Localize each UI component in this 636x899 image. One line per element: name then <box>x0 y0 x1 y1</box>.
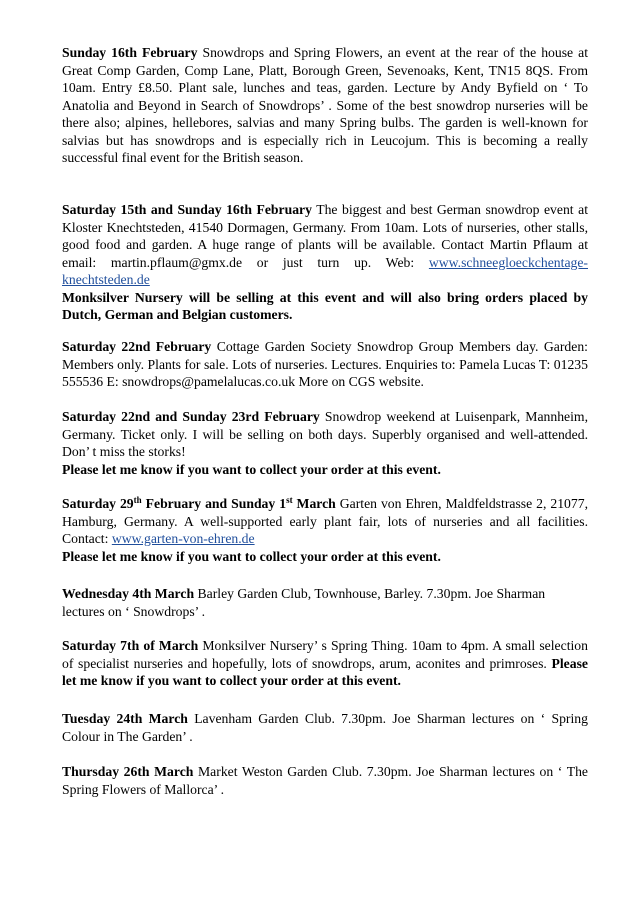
event-date: Wednesday 4th March <box>62 586 195 601</box>
event-description: Garten von Ehren, Maldfeldstrasse 2, 21077, Hamburg, Germany. A well-supported early plant fair, lots of nurseries and all facilities. Contact: <box>62 496 588 546</box>
event-knechtsteden <box>62 201 588 324</box>
event-date: Thursday 26th March <box>62 764 194 779</box>
website-link[interactable]: www.schneegloeckchentage-knechtsteden.de <box>62 254 588 287</box>
event-description: Monksilver Nursery’ s Spring Thing. 10am to 4pm. A small selection of specialist nurseries and hopefully, lots of snowdrops, arum, aconites and primroses. <box>62 638 588 671</box>
event-note: Monksilver Nursery will be selling at this event and will also bring orders placed by Dutch, German and Belgian customers. <box>62 289 588 322</box>
event-date: Saturday 7th of March <box>62 638 199 653</box>
event-description: Cottage Garden Society Snowdrop Group Members day. Garden: Members only. Plants for sale. Lots of nurseries. Lectures. Enquiries to: Pamela Lucas T: 01235 555536 E: snowdrops@pamelalucas.co.uk More on CGS website. <box>62 339 588 389</box>
event-description: Lavenham Garden Club. 7.30pm. Joe Sharman lectures on ‘ Spring Colour in The Garden’ . <box>62 711 588 744</box>
website-link[interactable]: www.garten-von-ehren.de <box>111 531 255 546</box>
event-description: Market Weston Garden Club. 7.30pm. Joe Sharman lectures on ‘ The Spring Flowers of Mallorca’ . <box>62 764 588 797</box>
event-paragraph <box>62 408 588 461</box>
event-date: Saturday 22nd February <box>62 339 212 354</box>
event-date: Saturday 29th February and Sunday 1st March <box>62 495 336 511</box>
event-date: Saturday 22nd and Sunday 23rd February <box>62 409 320 424</box>
event-lavenham <box>62 710 588 745</box>
event-barley <box>62 585 588 620</box>
event-note: Please let me know if you want to collect your order at this event. <box>62 548 441 564</box>
event-luisenpark <box>62 408 588 478</box>
event-date: Sunday 16th February <box>62 45 198 60</box>
event-note: Please let me know if you want to collect your order at this event. <box>62 655 588 688</box>
event-spring-thing <box>62 637 588 690</box>
event-date: Saturday 15th and Sunday 16th February <box>62 202 312 217</box>
event-paragraph <box>62 495 588 548</box>
event-paragraph <box>62 201 588 289</box>
event-date: Tuesday 24th March <box>62 711 188 726</box>
event-cgs <box>62 338 588 391</box>
event-description: Snowdrops and Spring Flowers, an event at the rear of the house at Great Comp Garden, Comp Lane, Platt, Borough Green, Sevenoaks, Kent, TN15 8QS. From 10am. Entry £8.50. Plant sale, lunches and teas, garden. Lecture by Andy Byfield on ‘ To Anatolia and Beyond in Search of Snowdrops’ . Some of the best snowdrop nurseries will be there also; alpines, hellebores, salvias and many Spring bulbs. The garden is well-known for salvias but has snowdrops and is especially rich in Leucojum. This is becoming a really successful final event for the British season. <box>62 45 588 165</box>
event-note: Please let me know if you want to collect your order at this event. <box>62 461 441 477</box>
event-description: Barley Garden Club, Townhouse, Barley. 7.30pm. Joe Sharman lectures on ‘ Snowdrops’ . <box>62 586 546 619</box>
event-garten-von-ehren <box>62 495 588 565</box>
event-description: Snowdrop weekend at Luisenpark, Mannheim, Germany. Ticket only. I will be selling on both days. Superbly organised and well-attended. Don’ t miss the storks! <box>62 409 589 459</box>
event-description: The biggest and best German snowdrop event at Kloster Knechtsteden, 41540 Dormagen, Germany. From 10am. Lots of nurseries, other stalls, good food and garden. A huge range of plants will be available. Contact Martin Pflaum at email: martin.pflaum@gmx.de or just turn up. Web: <box>62 202 588 270</box>
event-great-comp <box>62 44 588 167</box>
event-market-weston <box>62 763 588 798</box>
